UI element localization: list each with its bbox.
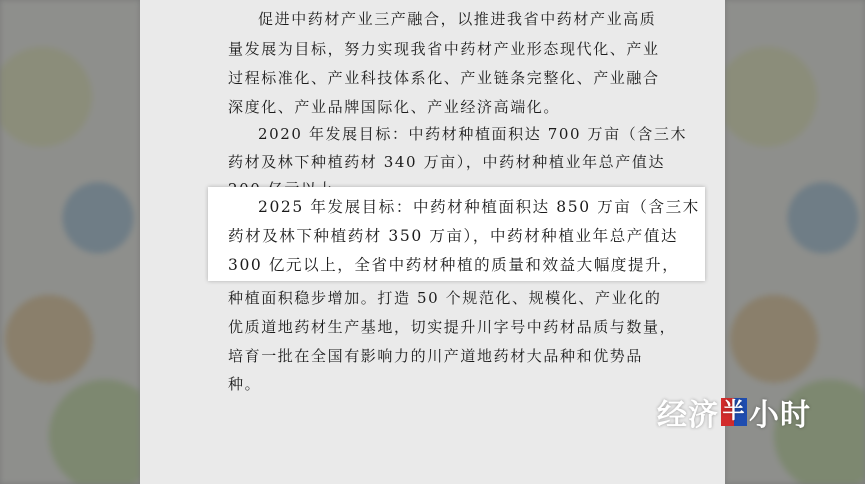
paragraph-line: 量发展为目标，努力实现我省中药材产业形态现代化、产业 [228,40,660,58]
paragraph-line: 药材及林下种植药材 340 万亩），中药材种植业年总产值达 [228,153,666,171]
paragraph-line: 过程标准化、产业科技体系化、产业链条完整化、产业融合 [228,69,660,87]
paragraph-line: 种。 [228,375,262,393]
document-page [140,0,725,484]
paragraph-line: 2020 年发展目标：中药材种植面积达 700 万亩（含三木 [258,125,688,143]
paragraph-line: 深度化、产业品牌国际化、产业经济高端化。 [228,98,561,116]
logo-mark-icon: 半 [722,399,746,424]
paragraph-line: 促进中药材产业三产融合，以推进我省中药材产业高质 [258,10,657,28]
paragraph-line: 优质道地药材生产基地，切实提升川字号中药材品质与数量， [228,318,677,336]
logo-text-right: 小时 [749,398,811,433]
blurred-background-left [0,0,140,484]
highlighted-passage [208,187,705,281]
logo-text-left: 经济 [657,398,719,433]
paragraph-line: 培育一批在全国有影响力的川产道地药材大品种和优势品 [228,347,644,365]
channel-logo [657,390,811,434]
highlight-line: 300 亿元以上，全省中药材种植的质量和效益大幅度提升， [228,256,680,274]
highlight-line: 药材及林下种植药材 350 万亩），中药材种植业年总产值达 [228,227,679,245]
paragraph-line: 种植面积稳步增加。打造 50 个规范化、规模化、产业化的 [228,289,662,307]
highlight-line: 2025 年发展目标：中药材种植面积达 850 万亩（含三木 [258,198,700,216]
